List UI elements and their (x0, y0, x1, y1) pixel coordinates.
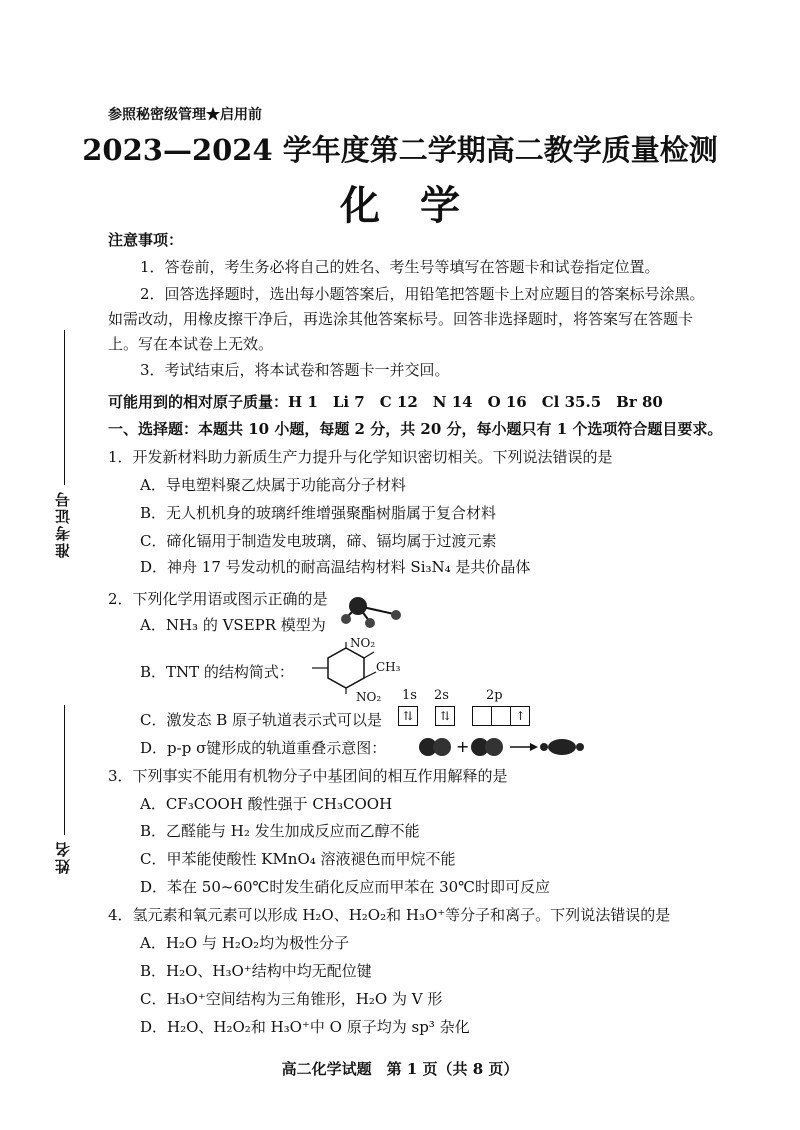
option-c: C．H₃O⁺空间结构为三角锥形，H₂O 为 V 形 (140, 990, 443, 1008)
orbital-diagram (398, 705, 529, 726)
option-d: D．神舟 17 号发动机的耐高温结构材料 Si₃N₄ 是共价晶体 (140, 558, 531, 576)
option-b: B．H₂O、H₃O⁺结构中均无配位键 (140, 962, 372, 980)
tnt-label-methyl: CH₃ (376, 660, 401, 674)
option-c: C．激发态 B 原子轨道表示式可以是 (140, 711, 383, 729)
note-item: 上。写在本试卷上无效。 (108, 335, 274, 353)
exam-title: 2023—2024 学年度第二学期高二教学质量检测 (82, 133, 718, 167)
option-d: D．p-p σ键形成的轨道重叠示意图： (140, 739, 387, 757)
option-a: A．H₂O 与 H₂O₂均为极性分子 (140, 934, 350, 952)
side-blank-line (64, 330, 65, 485)
atomic-masses: 可能用到的相对原子质量：H 1 Li 7 C 12 N 14 O 16 Cl 35.5 Br 80 (108, 393, 663, 411)
option-a: A．导电塑料聚乙炔属于功能高分子材料 (140, 476, 406, 494)
vsepr-model-figure (336, 594, 416, 634)
secret-label: 参照秘密级管理★启用前 (108, 107, 262, 123)
note-item: 如需改动，用橡皮擦干净后，再选涂其他答案标号。回答非选择题时，将答案写在答题卡 (108, 310, 694, 328)
orbital-label-1s: 1s (402, 688, 417, 703)
section-heading: 一、选择题：本题共 10 小题，每题 2 分，共 20 分，每小题只有 1 个选项符合题目要求。 (108, 420, 723, 438)
page-footer: 高二化学试题 第 1 页（共 8 页） (281, 1060, 519, 1078)
orbital-box: ⇅ (435, 706, 455, 726)
option-c: C．碲化镉用于制造发电玻璃，碲、镉均属于过渡元素 (140, 532, 497, 550)
orbital-label-2p: 2p (486, 688, 503, 703)
option-b: B．乙醛能与 H₂ 发生加成反应而乙醇不能 (140, 822, 420, 840)
orbital-box: ↑ (510, 706, 530, 726)
side-blank-line (64, 705, 65, 835)
tnt-label-top: NO₂ (350, 636, 376, 650)
note-item: 3．考试结束后，将本试卷和答题卡一并交回。 (140, 361, 450, 379)
subject-title: 化学 (340, 182, 500, 229)
option-b: B．无人机机身的玻璃纤维增强聚酯树脂属于复合材料 (140, 504, 497, 522)
tnt-label-bottom: NO₂ (356, 690, 382, 704)
question-stem: 2．下列化学用语或图示正确的是 (108, 590, 328, 608)
option-d: D．苯在 50~60℃时发生硝化反应而甲苯在 30℃时即可反应 (140, 878, 550, 896)
exam-number-label: 准考证号 (54, 490, 72, 558)
question-stem: 4．氢元素和氧元素可以形成 H₂O、H₂O₂和 H₃O⁺等分子和离子。下列说法错误的是 (108, 906, 671, 924)
name-label: 姓名 (54, 840, 72, 874)
note-item: 1．答卷前，考生务必将自己的姓名、考生号等填写在答题卡和试卷指定位置。 (140, 258, 660, 276)
orbital-box (472, 706, 492, 726)
notes-heading: 注意事项： (108, 231, 184, 249)
orbital-box (491, 706, 511, 726)
option-c: C．甲苯能使酸性 KMnO₄ 溶液褪色而甲烷不能 (140, 850, 456, 868)
question-stem: 3．下列事实不能用有机物分子中基团间的相互作用解释的是 (108, 767, 508, 785)
note-item: 2．回答选择题时，选出每小题答案后，用铅笔把答题卡上对应题目的答案标号涂黑。 (140, 285, 705, 303)
svg-text:+: + (456, 737, 470, 756)
orbital-label-2s: 2s (434, 688, 449, 703)
p-p-sigma-overlap-figure (418, 734, 598, 760)
option-b: B．TNT 的结构简式： (140, 663, 294, 681)
option-d: D．H₂O、H₂O₂和 H₃O⁺中 O 原子均为 sp³ 杂化 (140, 1018, 470, 1036)
option-a: A．NH₃ 的 VSEPR 模型为 (140, 616, 326, 634)
question-stem: 1．开发新材料助力新质生产力提升与化学知识密切相关。下列说法错误的是 (108, 448, 613, 466)
option-a: A．CF₃COOH 酸性强于 CH₃COOH (140, 795, 393, 813)
orbital-box: ⇅ (398, 706, 418, 726)
